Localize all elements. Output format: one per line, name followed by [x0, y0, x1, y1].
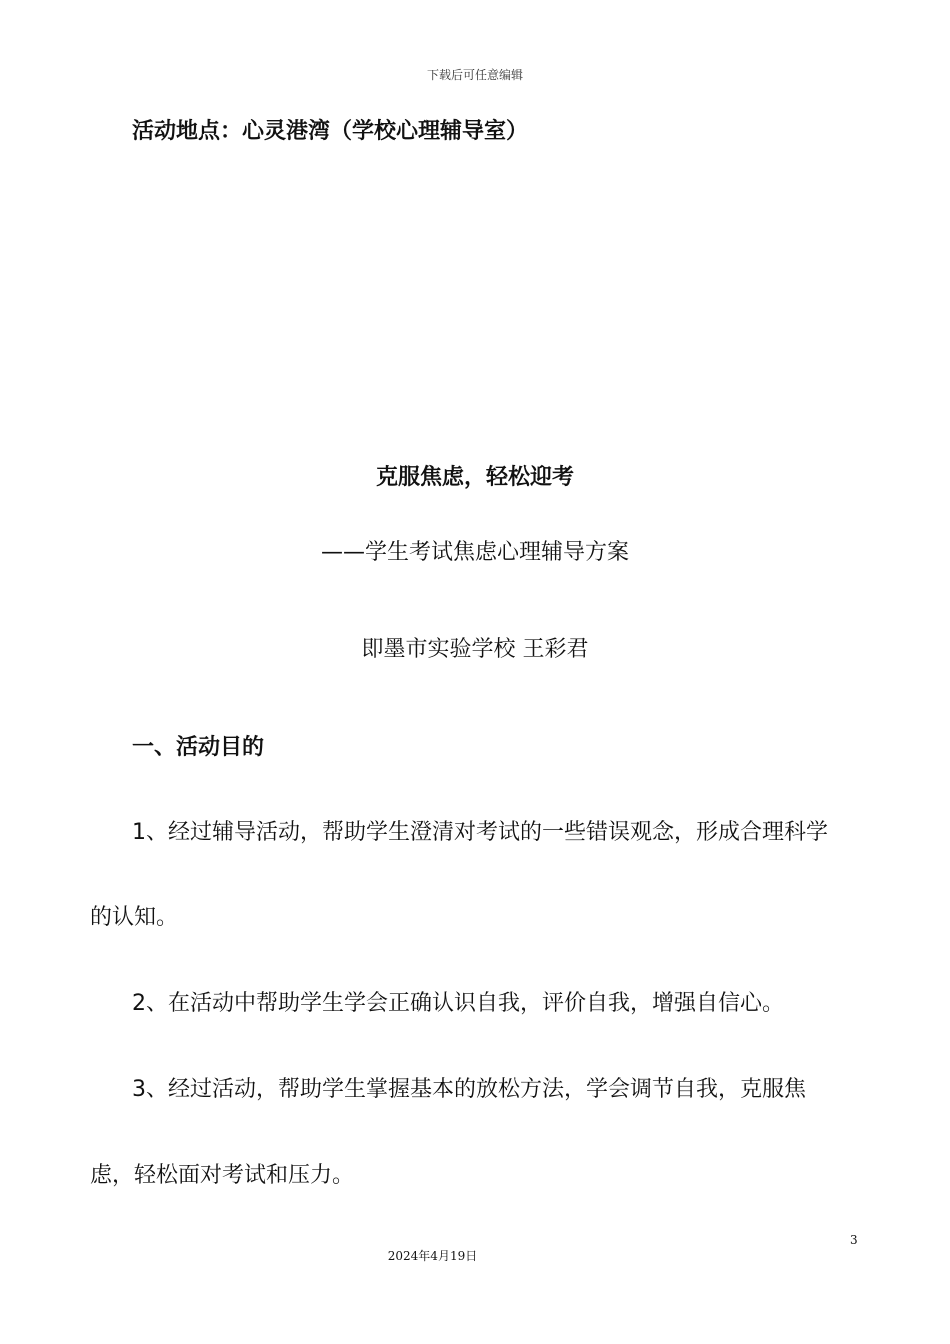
objective-1-line-2: 的认知。 — [90, 905, 179, 930]
objective-2-line-1: 2、在活动中帮助学生学会正确认识自我，评价自我，增强自信心。 — [132, 991, 784, 1016]
document-subtitle: ——学生考试焦虑心理辅导方案 — [320, 540, 629, 565]
page-number: 3 — [850, 1233, 858, 1247]
section-heading: 一、活动目的 — [132, 735, 265, 760]
header-note: 下载后可任意编辑 — [426, 68, 523, 82]
author-line: 即墨市实验学校 王彩君 — [361, 637, 589, 662]
objective-1-line-1: 1、经过辅导活动，帮助学生澄清对考试的一些错误观念，形成合理科学 — [132, 820, 828, 845]
objective-3-line-1: 3、经过活动，帮助学生掌握基本的放松方法，学会调节自我，克服焦 — [132, 1077, 806, 1102]
activity-location: 活动地点：心灵港湾（学校心理辅导室） — [132, 119, 529, 144]
objective-3-line-2: 虑，轻松面对考试和压力。 — [90, 1163, 355, 1188]
document-title: 克服焦虑，轻松迎考 — [375, 465, 574, 490]
footer-date: 2024年4月19日 — [387, 1249, 478, 1263]
